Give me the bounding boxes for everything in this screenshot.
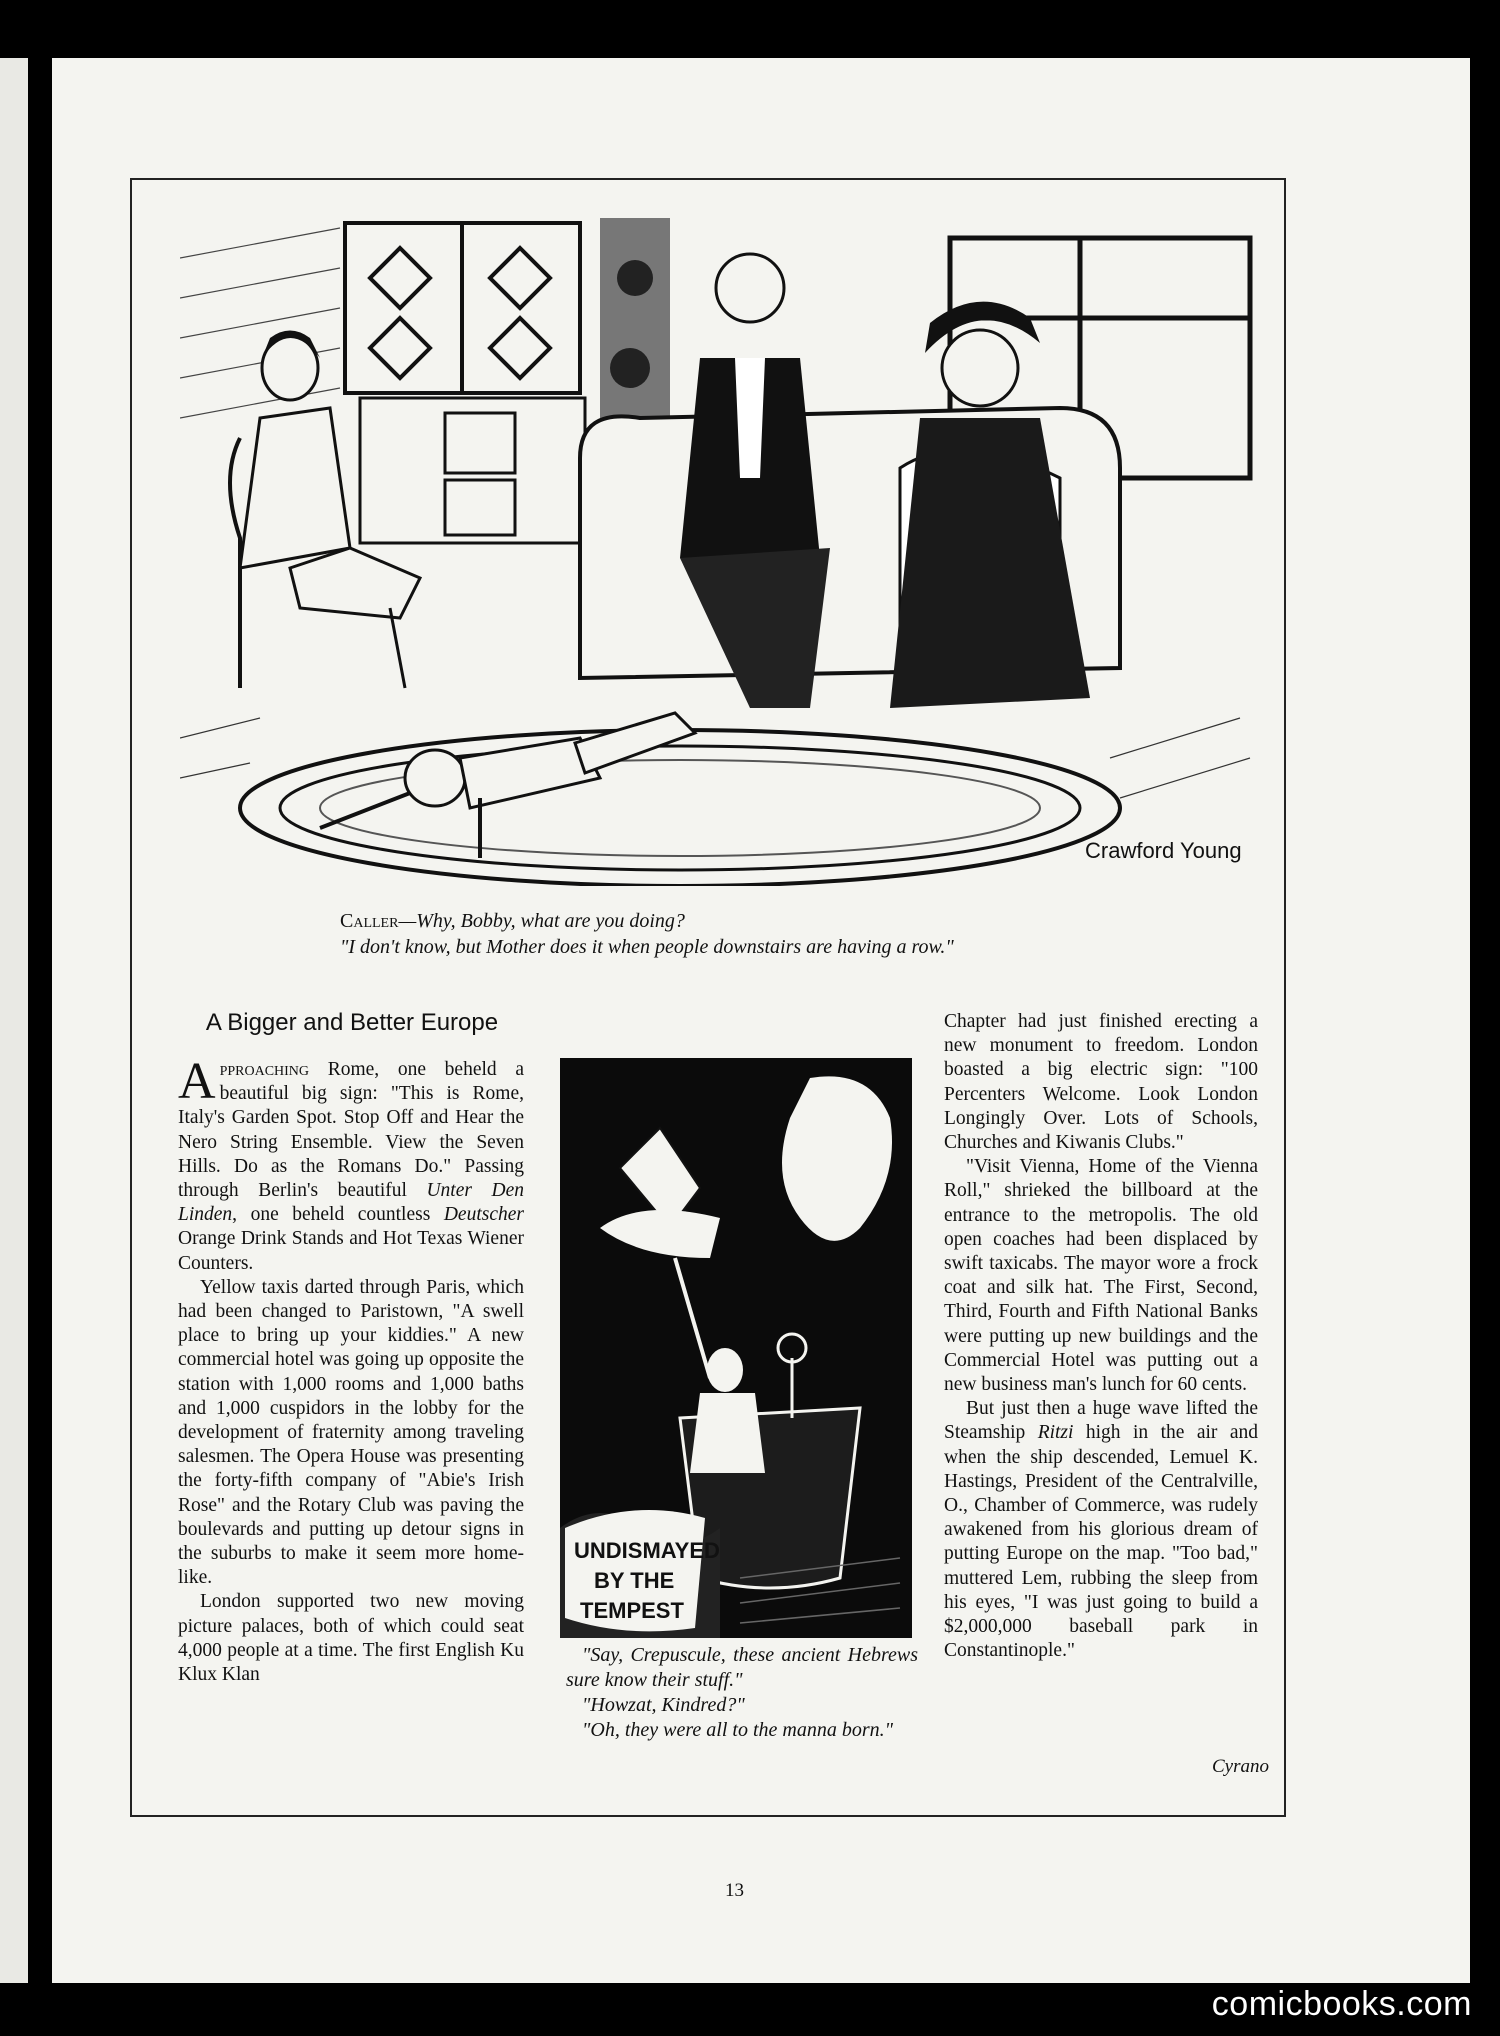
p1-text-end: Orange Drink Stands and Hot Texas Wiener Counters.	[178, 1228, 524, 1274]
artist-signature: Crawford Young	[1085, 838, 1242, 863]
cartoon-illustration	[180, 218, 1255, 886]
author-signature: Cyrano	[1212, 1756, 1269, 1777]
paragraph-2: Yellow taxis darted through Paris, which had been changed to Paristown, "A swell place to bring up your kiddies." A new commercial hotel was going up opposite the station with 1,000 rooms and 1,000 baths and 1,000 cuspidors in the lobby for the development of fraternity among traveling salesmen. The Opera House was presenting the forty-fifth company of "Abie's Irish Rose" and the Rotary Club was paving the boulevards and putting up detour signs in the suburbs to make it seem more home-like.	[178, 1276, 524, 1589]
page-number: 13	[725, 1880, 744, 1901]
inset-lettering-2: BY THE	[594, 1568, 675, 1593]
inset-caption-2: "Howzat, Kindred?"	[582, 1694, 745, 1716]
article-title: A Bigger and Better Europe	[205, 1009, 499, 1036]
article-column-1	[178, 1053, 525, 1687]
inset-cartoon	[560, 1058, 912, 1638]
paragraph-1	[178, 1053, 525, 1276]
p1-text: Rome, one beheld a beautiful big sign: "This is Rome, Italy's Garden Spot. Stop Off and Hear the Nero String Ensemble. View the Seven Hills. Do as the Romans Do." Passing through Berlin's beautiful	[178, 1059, 524, 1202]
p5-italic: Ritzi	[1037, 1422, 1074, 1444]
lead-smallcaps: pproaching	[219, 1059, 310, 1080]
paragraph-3: London supported two new moving picture palaces, both of which could seat 4,000 people at a time. The first English Ku Klux Klan	[178, 1591, 524, 1686]
inset-caption-3: "Oh, they were all to the manna born."	[582, 1719, 894, 1741]
caption-line1: —Why, Bobby, what are you doing?	[398, 910, 685, 932]
p1-italic-2: Deutscher	[443, 1204, 524, 1226]
facing-page-edge	[0, 58, 28, 1983]
paragraph-3-continued: Chapter had just finished erecting a new monument to freedom. London boasted a big electric sign: "100 Percenters Welcome. Look London Longingly Over. Lots of Schools, Churches and Kiwanis Clubs."	[944, 1011, 1258, 1154]
paragraph-5	[944, 1397, 1258, 1663]
watermark: comicbooks.com	[1211, 1985, 1472, 2023]
paragraph-4: "Visit Vienna, Home of the Vienna Roll," shrieked the billboard at the entrance to the metropolis. The old open coaches had been displaced by swift taxicabs. The mayor wore a frock coat and silk hat. The First, Second, Third, Fourth and Fifth National Banks were putting up new buildings and the Commercial Hotel was putting out a new business man's lunch for 60 cents.	[944, 1156, 1258, 1396]
drop-cap: A	[178, 1053, 216, 1110]
inset-lettering-1: UNDISMAYED	[574, 1538, 720, 1563]
p1-italic-1: Unter Den Linden	[178, 1180, 525, 1226]
inset-caption-1: "Say, Crepuscule, these ancient Hebrews sure know their stuff."	[566, 1644, 918, 1691]
p5-text-b: high in the air and when the ship descended, Lemuel K. Hastings, President of the Centralville, O., Chamber of Commerce, was rudely awakened from his glorious dream of putting Europe on the map. "Too bad," muttered Lem, rubbing the sleep from his eyes, "I was just going to build a $2,000,000 baseball park in Constantinople."	[944, 1422, 1258, 1662]
p1-text-mid: , one beheld countless	[232, 1204, 444, 1226]
inset-caption	[566, 1643, 918, 1743]
caption-line2: "I don't know, but Mother does it when people downstairs are having a row."	[340, 936, 954, 958]
cartoon-caption	[340, 908, 1240, 960]
article-column-3	[944, 1010, 1258, 1663]
inset-lettering-3: TEMPEST	[580, 1598, 684, 1623]
p5-text-a: But just then a huge wave lifted the Steamship	[944, 1398, 1258, 1444]
caption-speaker: Caller	[340, 910, 399, 932]
